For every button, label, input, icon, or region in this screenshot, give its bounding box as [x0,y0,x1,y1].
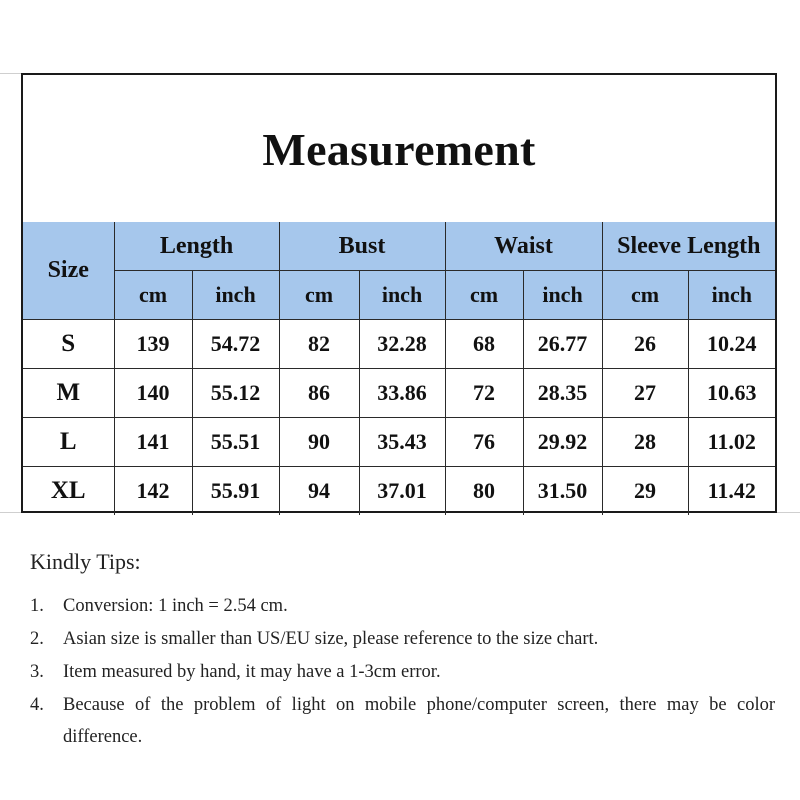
tip-item [30,627,775,651]
table-cell: 28 [602,418,688,467]
table-cell: 11.42 [688,467,775,516]
table-row [23,467,775,516]
divider-line [776,512,800,513]
table-cell: 55.51 [192,418,279,467]
table-cell: 82 [279,320,359,369]
unit-header: cm [602,271,688,320]
unit-header: inch [359,271,445,320]
table-unit-row [23,271,775,320]
group-header-length: Length [114,222,279,271]
table-cell: 68 [445,320,523,369]
unit-header: inch [523,271,602,320]
table-cell: 37.01 [359,467,445,516]
table-cell: 142 [114,467,192,516]
tips-heading: Kindly Tips: [30,549,141,574]
unit-header: cm [445,271,523,320]
size-column-header: Size [23,222,114,320]
tips-list [30,594,775,762]
tip-number: 3. [30,662,44,682]
tip-item [30,660,775,684]
table-cell: 27 [602,369,688,418]
tip-text: Item measured by hand, it may have a 1-3cm error. [63,662,441,682]
table-cell: 32.28 [359,320,445,369]
table-cell: 11.02 [688,418,775,467]
table-cell: 72 [445,369,523,418]
divider-line [0,73,22,74]
table-cell: 94 [279,467,359,516]
group-header-bust: Bust [279,222,445,271]
size-chart [21,73,777,513]
table-cell: 76 [445,418,523,467]
unit-header: cm [279,271,359,320]
divider-line [0,512,22,513]
table-cell: 139 [114,320,192,369]
size-label: S [23,320,114,369]
tip-text: Asian size is smaller than US/EU size, please reference to the size chart. [63,629,599,649]
table-cell: 26 [602,320,688,369]
table-cell: 10.24 [688,320,775,369]
table-cell: 29.92 [523,418,602,467]
table-cell: 28.35 [523,369,602,418]
tip-text: Because of the problem of light on mobile phone/computer screen, there may be color difference. [63,695,775,747]
size-label: M [23,369,114,418]
table-row [23,320,775,369]
chart-title: Measurement [262,123,536,175]
table-cell: 10.63 [688,369,775,418]
tip-number: 2. [30,629,44,649]
size-label: XL [23,467,114,516]
table-cell: 29 [602,467,688,516]
table-cell: 141 [114,418,192,467]
table-cell: 33.86 [359,369,445,418]
table-cell: 55.91 [192,467,279,516]
table-cell: 31.50 [523,467,602,516]
table-cell: 90 [279,418,359,467]
table-cell: 140 [114,369,192,418]
size-table [23,222,775,515]
unit-header: inch [192,271,279,320]
table-row [23,418,775,467]
tip-item [30,689,775,753]
table-cell: 86 [279,369,359,418]
size-label: L [23,418,114,467]
tip-number: 4. [30,695,44,715]
unit-header: inch [688,271,775,320]
tip-item [30,594,775,618]
group-header-waist: Waist [445,222,602,271]
table-cell: 54.72 [192,320,279,369]
table-header-row [23,222,775,271]
table-cell: 80 [445,467,523,516]
table-cell: 55.12 [192,369,279,418]
unit-header: cm [114,271,192,320]
table-cell: 35.43 [359,418,445,467]
tip-text: Conversion: 1 inch = 2.54 cm. [63,596,288,616]
table-row [23,369,775,418]
table-cell: 26.77 [523,320,602,369]
tip-number: 1. [30,596,44,616]
group-header-sleeve-length: Sleeve Length [602,222,775,271]
